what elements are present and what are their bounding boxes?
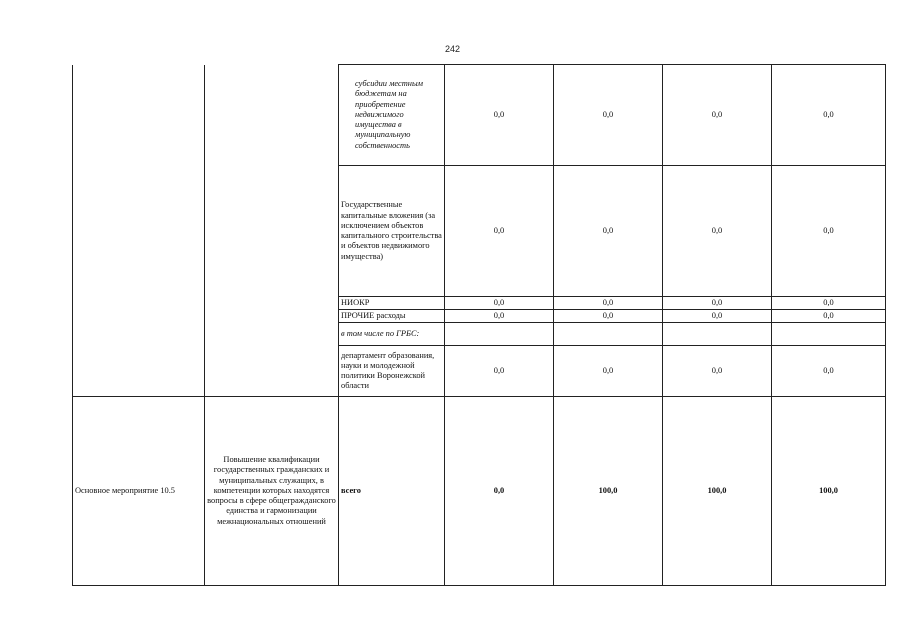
value-cell: 0,0 xyxy=(445,310,554,323)
table-row xyxy=(73,397,886,586)
value-cell: 0,0 xyxy=(445,166,554,297)
measure-code-cell: Основное мероприятие 10.5 xyxy=(73,397,205,586)
value-cell: 0,0 xyxy=(554,297,663,310)
category-cell: в том числе по ГРБС: xyxy=(339,323,445,346)
budget-table xyxy=(72,64,886,586)
category-cell: Государственные капитальные вложения (за исключением объектов капитального строительства и объектов недвижимого имущества) xyxy=(339,166,445,297)
value-cell: 100,0 xyxy=(772,397,886,586)
value-cell-empty xyxy=(445,323,554,346)
value-cell: 0,0 xyxy=(663,346,772,397)
value-cell: 0,0 xyxy=(554,65,663,166)
value-cell: 0,0 xyxy=(445,297,554,310)
value-cell: 0,0 xyxy=(445,346,554,397)
measure-code-cell-continued xyxy=(73,65,205,397)
category-cell: ПРОЧИЕ расходы xyxy=(339,310,445,323)
category-cell: НИОКР xyxy=(339,297,445,310)
value-cell: 0,0 xyxy=(445,65,554,166)
value-cell: 0,0 xyxy=(554,346,663,397)
value-cell: 0,0 xyxy=(663,310,772,323)
value-cell: 100,0 xyxy=(554,397,663,586)
value-cell: 0,0 xyxy=(772,346,886,397)
measure-title-cell-continued xyxy=(205,65,339,397)
value-cell: 0,0 xyxy=(772,297,886,310)
value-cell: 0,0 xyxy=(445,397,554,586)
table-row xyxy=(73,65,886,166)
value-cell: 0,0 xyxy=(554,166,663,297)
measure-title-cell: Повышение квалификации государственных гражданских и муниципальных служащих, в компетенции которых находятся вопросы в сфере общегражданского единства и гармонизации межнациональных отношений xyxy=(205,397,339,586)
value-cell: 0,0 xyxy=(663,65,772,166)
value-cell: 100,0 xyxy=(663,397,772,586)
category-cell: всего xyxy=(339,397,445,586)
value-cell: 0,0 xyxy=(663,297,772,310)
value-cell-empty xyxy=(663,323,772,346)
category-cell: субсидии местным бюджетам на приобретение недвижимого имущества в муниципальную собственность xyxy=(339,65,445,166)
value-cell: 0,0 xyxy=(663,166,772,297)
value-cell: 0,0 xyxy=(554,310,663,323)
value-cell: 0,0 xyxy=(772,310,886,323)
category-cell: департамент образования, науки и молодежной политики Воронежской области xyxy=(339,346,445,397)
value-cell-empty xyxy=(554,323,663,346)
value-cell: 0,0 xyxy=(772,166,886,297)
value-cell: 0,0 xyxy=(772,65,886,166)
page-number: 242 xyxy=(444,44,461,54)
value-cell-empty xyxy=(772,323,886,346)
